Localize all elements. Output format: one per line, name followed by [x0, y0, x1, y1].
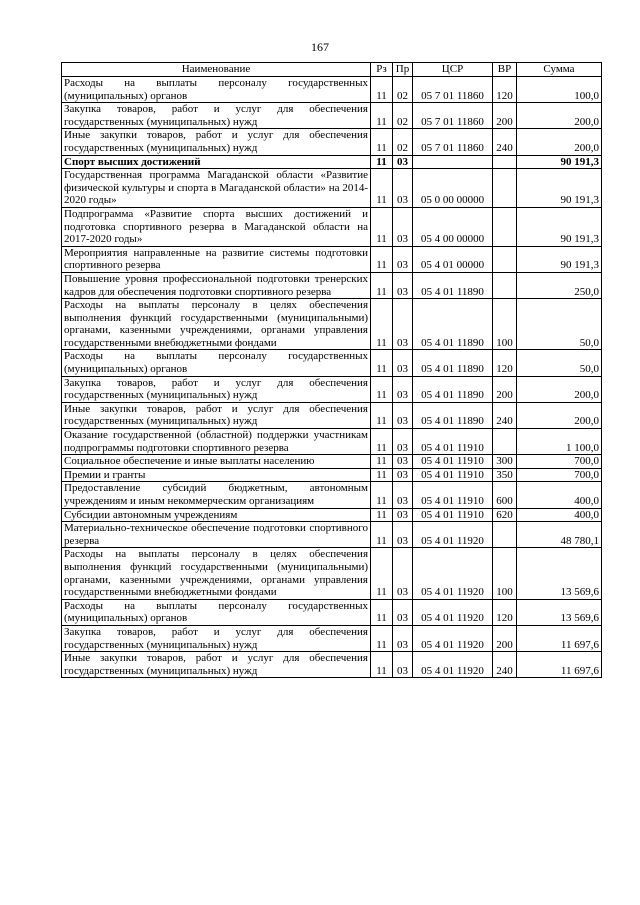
row-sum: 50,0	[517, 299, 602, 350]
row-pr: 02	[393, 103, 413, 129]
row-csr	[413, 155, 493, 169]
row-sum: 90 191,3	[517, 207, 602, 246]
row-name: Расходы на выплаты персоналу государственных (муниципальных) органов	[62, 350, 371, 376]
row-sum: 200,0	[517, 129, 602, 155]
row-name: Закупка товаров, работ и услуг для обеспечения государственных (муниципальных) нужд	[62, 376, 371, 402]
row-rz: 11	[371, 169, 393, 208]
row-name: Государственная программа Магаданской области «Развитие физической культуры и спорта в Магаданской области» на 2014-2020 годы»	[62, 169, 371, 208]
row-rz: 11	[371, 129, 393, 155]
row-csr: 05 4 01 11920	[413, 652, 493, 678]
row-vr: 620	[493, 508, 517, 522]
table-row	[62, 508, 602, 522]
row-name: Подпрограмма «Развитие спорта высших достижений и подготовка спортивного резерва в Магаданской области на 2017-2020 годы»	[62, 207, 371, 246]
table-row	[62, 77, 602, 103]
row-csr: 05 4 01 11920	[413, 522, 493, 548]
row-csr: 05 4 00 00000	[413, 207, 493, 246]
table-row	[62, 376, 602, 402]
row-csr: 05 4 01 11910	[413, 429, 493, 455]
row-csr: 05 7 01 11860	[413, 77, 493, 103]
row-vr: 300	[493, 455, 517, 469]
row-sum: 400,0	[517, 482, 602, 508]
table-header-row	[62, 63, 602, 77]
table-row	[62, 522, 602, 548]
row-name: Иные закупки товаров, работ и услуг для обеспечения государственных (муниципальных) нужд	[62, 402, 371, 428]
budget-table	[61, 62, 602, 678]
row-rz: 11	[371, 77, 393, 103]
row-name: Иные закупки товаров, работ и услуг для обеспечения государственных (муниципальных) нужд	[62, 129, 371, 155]
row-vr: 240	[493, 652, 517, 678]
row-csr: 05 4 01 11920	[413, 599, 493, 625]
row-name: Материально-техническое обеспечение подготовки спортивного резерва	[62, 522, 371, 548]
row-rz: 11	[371, 207, 393, 246]
row-rz: 11	[371, 402, 393, 428]
page-number: 167	[311, 40, 329, 54]
row-pr: 03	[393, 522, 413, 548]
row-rz: 11	[371, 350, 393, 376]
row-pr: 02	[393, 129, 413, 155]
row-rz: 11	[371, 155, 393, 169]
row-rz: 11	[371, 548, 393, 599]
row-sum: 200,0	[517, 402, 602, 428]
table-row	[62, 402, 602, 428]
row-pr: 03	[393, 376, 413, 402]
row-name: Расходы на выплаты персоналу государственных (муниципальных) органов	[62, 77, 371, 103]
row-sum: 13 569,6	[517, 599, 602, 625]
row-csr: 05 4 01 11890	[413, 299, 493, 350]
row-sum: 1 100,0	[517, 429, 602, 455]
row-csr: 05 0 00 00000	[413, 169, 493, 208]
row-pr: 03	[393, 482, 413, 508]
row-pr: 03	[393, 207, 413, 246]
row-pr: 03	[393, 429, 413, 455]
row-name: Расходы на выплаты персоналу государственных (муниципальных) органов	[62, 599, 371, 625]
row-name: Спорт высших достижений	[62, 155, 371, 169]
table-row	[62, 350, 602, 376]
row-csr: 05 4 01 11910	[413, 468, 493, 482]
row-vr: 200	[493, 625, 517, 651]
header-rz: Рз	[371, 63, 393, 77]
row-sum: 90 191,3	[517, 155, 602, 169]
table-row	[62, 103, 602, 129]
header-name: Наименование	[62, 63, 371, 77]
row-name: Премии и гранты	[62, 468, 371, 482]
header-pr: Пр	[393, 63, 413, 77]
row-vr	[493, 522, 517, 548]
row-pr: 03	[393, 468, 413, 482]
row-rz: 11	[371, 652, 393, 678]
row-vr: 200	[493, 376, 517, 402]
row-name: Расходы на выплаты персоналу в целях обеспечения выполнения функций государственными (муниципальными) органами, казенными учреждениями, органами управления государственными внебюджетными фондами	[62, 299, 371, 350]
row-pr: 03	[393, 155, 413, 169]
row-pr: 03	[393, 402, 413, 428]
row-sum: 48 780,1	[517, 522, 602, 548]
row-pr: 03	[393, 455, 413, 469]
row-vr: 240	[493, 402, 517, 428]
row-sum: 90 191,3	[517, 246, 602, 272]
row-csr: 05 4 01 11920	[413, 625, 493, 651]
row-pr: 03	[393, 299, 413, 350]
row-pr: 03	[393, 548, 413, 599]
table-row	[62, 429, 602, 455]
row-name: Закупка товаров, работ и услуг для обеспечения государственных (муниципальных) нужд	[62, 103, 371, 129]
row-csr: 05 4 01 11890	[413, 402, 493, 428]
row-vr	[493, 169, 517, 208]
row-vr	[493, 155, 517, 169]
row-pr: 03	[393, 169, 413, 208]
table-body	[62, 77, 602, 678]
row-pr: 03	[393, 246, 413, 272]
row-csr: 05 4 01 11910	[413, 455, 493, 469]
row-name: Субсидии автономным учреждениям	[62, 508, 371, 522]
row-vr: 120	[493, 77, 517, 103]
row-sum: 250,0	[517, 272, 602, 298]
row-rz: 11	[371, 599, 393, 625]
row-rz: 11	[371, 272, 393, 298]
row-csr: 05 4 01 11910	[413, 482, 493, 508]
row-name: Закупка товаров, работ и услуг для обеспечения государственных (муниципальных) нужд	[62, 625, 371, 651]
table-row	[62, 272, 602, 298]
header-vr: ВР	[493, 63, 517, 77]
row-rz: 11	[371, 376, 393, 402]
row-csr: 05 7 01 11860	[413, 129, 493, 155]
row-rz: 11	[371, 625, 393, 651]
row-pr: 03	[393, 599, 413, 625]
table-row	[62, 652, 602, 678]
row-rz: 11	[371, 246, 393, 272]
row-name: Предоставление субсидий бюджетным, автономным учреждениям и иным некоммерческим организациям	[62, 482, 371, 508]
row-csr: 05 4 01 11890	[413, 350, 493, 376]
row-pr: 03	[393, 508, 413, 522]
row-vr	[493, 246, 517, 272]
table-row	[62, 625, 602, 651]
row-name: Оказание государственной (областной) поддержки участникам подпрограммы подготовки спортивного резерва	[62, 429, 371, 455]
row-rz: 11	[371, 429, 393, 455]
row-pr: 03	[393, 652, 413, 678]
row-rz: 11	[371, 468, 393, 482]
row-sum: 11 697,6	[517, 652, 602, 678]
row-name: Расходы на выплаты персоналу в целях обеспечения выполнения функций государственными (муниципальными) органами, казенными учреждениями, органами управления государственными внебюджетными фондами	[62, 548, 371, 599]
table-row	[62, 299, 602, 350]
row-sum: 100,0	[517, 77, 602, 103]
row-csr: 05 4 01 11890	[413, 376, 493, 402]
row-rz: 11	[371, 508, 393, 522]
row-rz: 11	[371, 455, 393, 469]
row-sum: 11 697,6	[517, 625, 602, 651]
row-rz: 11	[371, 299, 393, 350]
row-csr: 05 4 01 11920	[413, 548, 493, 599]
row-vr: 350	[493, 468, 517, 482]
row-name: Иные закупки товаров, работ и услуг для обеспечения государственных (муниципальных) нужд	[62, 652, 371, 678]
row-rz: 11	[371, 482, 393, 508]
row-pr: 03	[393, 272, 413, 298]
row-csr: 05 4 01 11890	[413, 272, 493, 298]
row-pr: 02	[393, 77, 413, 103]
row-sum: 700,0	[517, 455, 602, 469]
table-row	[62, 599, 602, 625]
table-row	[62, 129, 602, 155]
header-csr: ЦСР	[413, 63, 493, 77]
row-rz: 11	[371, 522, 393, 548]
row-sum: 400,0	[517, 508, 602, 522]
row-csr: 05 7 01 11860	[413, 103, 493, 129]
row-csr: 05 4 01 00000	[413, 246, 493, 272]
row-vr: 240	[493, 129, 517, 155]
row-sum: 700,0	[517, 468, 602, 482]
table-row	[62, 169, 602, 208]
row-sum: 13 569,6	[517, 548, 602, 599]
table-row	[62, 455, 602, 469]
row-sum: 200,0	[517, 103, 602, 129]
row-name: Социальное обеспечение и иные выплаты населению	[62, 455, 371, 469]
row-pr: 03	[393, 350, 413, 376]
row-rz: 11	[371, 103, 393, 129]
table-row	[62, 482, 602, 508]
row-vr: 600	[493, 482, 517, 508]
row-vr: 200	[493, 103, 517, 129]
row-name: Повышение уровня профессиональной подготовки тренерских кадров для обеспечения подготовки спортивного резерва	[62, 272, 371, 298]
row-pr: 03	[393, 625, 413, 651]
table-row	[62, 548, 602, 599]
row-vr	[493, 272, 517, 298]
row-vr: 100	[493, 548, 517, 599]
row-vr	[493, 429, 517, 455]
row-vr: 120	[493, 350, 517, 376]
table-row	[62, 468, 602, 482]
row-vr: 100	[493, 299, 517, 350]
row-vr: 120	[493, 599, 517, 625]
table-row	[62, 207, 602, 246]
header-sum: Сумма	[517, 63, 602, 77]
table-row	[62, 246, 602, 272]
row-sum: 90 191,3	[517, 169, 602, 208]
table-row	[62, 155, 602, 169]
row-sum: 200,0	[517, 376, 602, 402]
row-sum: 50,0	[517, 350, 602, 376]
row-csr: 05 4 01 11910	[413, 508, 493, 522]
row-vr	[493, 207, 517, 246]
row-name: Мероприятия направленные на развитие системы подготовки спортивного резерва	[62, 246, 371, 272]
